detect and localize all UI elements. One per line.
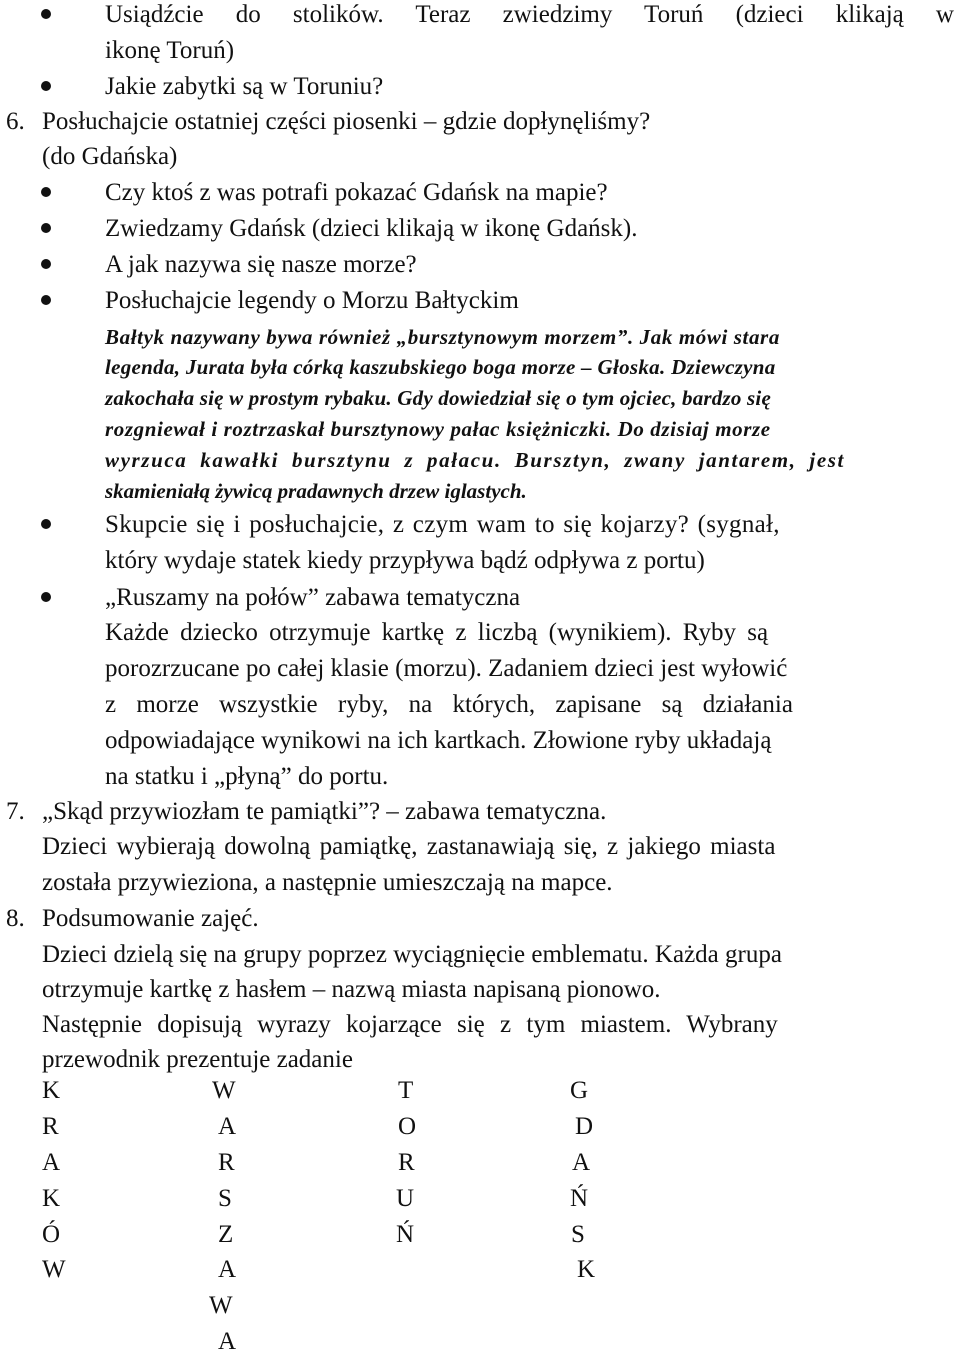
- legend-line: zakochała się w prostym rybaku. Gdy dowiedział się o tym ojciec, bardzo się: [105, 386, 771, 410]
- paragraph-line: otrzymuje kartkę z hasłem – nazwą miasta napisaną pionowo.: [42, 976, 661, 1003]
- bullet-item-continuation: ikonę Toruń): [105, 37, 235, 64]
- bullet-item: A jak nazywa się nasze morze?: [0, 247, 960, 283]
- bullet-icon: [41, 9, 51, 19]
- legend-line: wyrzuca kawałki bursztynu z pałacu. Bursztyn, zwany jantarem, jest: [105, 448, 845, 472]
- bullet-item: Jakie zabytki są w Toruniu?: [0, 69, 960, 105]
- legend-line: legenda, Jurata była córką kaszubskiego boga morze – Głoska. Dziewczyna: [105, 355, 776, 379]
- bullet-icon: [41, 259, 51, 269]
- legend-line: rozgniewał i roztrzaskał bursztynowy pałac księżniczki. Do dzisiaj morze: [105, 417, 771, 441]
- bullet-item-continuation: który wydaje statek kiedy przypływa bądź odpływa z portu): [105, 547, 705, 574]
- section-7-heading: 7. „Skąd przywiozłam te pamiątki”? – zabawa tematyczna.: [6, 798, 607, 825]
- bullet-item: Zwiedzamy Gdańsk (dzieci klikają w ikonę Gdańsk).: [0, 211, 960, 247]
- legend-line: Bałtyk nazywany bywa również „bursztynowym morzem”. Jak mówi stara: [105, 325, 780, 349]
- paragraph-line: odpowiadające wynikowi na ich kartkach. Złowione ryby układają: [105, 727, 772, 754]
- bullet-icon: [41, 295, 51, 305]
- paragraph-line: na statku i „płyną” do portu.: [105, 763, 389, 790]
- section-6-subtitle: (do Gdańska): [42, 143, 178, 170]
- bullet-item: [0, 0, 960, 33]
- bullet-item: „Ruszamy na połów” zabawa tematyczna: [0, 580, 960, 616]
- document-page: Usiądźcie do stolików. Teraz zwiedzimy Toruń (dzieci klikają w ikonę Toruń) Jakie zabytki są w Toruniu? 6. Posłuchajcie ostatniej części piosenki – gdzie dopłynęliśmy? (do Gdańska) Czy ktoś z was potrafi pokazać Gdańsk na mapie? Zwiedzamy Gdańsk (dzieci klikają w ikonę Gdańsk). A jak nazywa się nasze morze? Posłuchajcie legendy o Morzu Bałtyckim Bałtyk nazywany bywa również „bursztynowym morzem”. Jak mówi stara legenda, Jurata była córką kaszubskiego boga morze – Głoska. Dziewczyna zakochała się w prostym rybaku. Gdy dowiedział się o tym ojciec, bardzo się rozgniewał i roztrzaskał bursztynowy pałac księżniczki. Do dzisiaj morze wyrzuca kawałki bursztynu z pałacu. Bursztyn, zwany jantarem, jest skamieniałą żywicą pradawnych drzew iglastych. Skupcie się i posłuchajcie, z czym wam to się kojarzy? (sygnał, który wydaje statek kiedy przypływa bądź odpływa z portu) „Ruszamy na połów” zabawa tematyczna Każde dziecko otrzymuje kartkę z liczbą (wynikiem). Ryby są porozrzucane po całej klasie (morzu). Zadaniem dzieci jest wyłowić z morze wszystkie ryby, na których, zapisane są działania odpowiadające wynikowi na ich kartkach. Złowione ryby układają na statku i „płyną” do portu. 7. „Skąd przywiozłam te pamiątki”? – zabawa tematyczna. Dzieci wybierają dowolną pamiątkę, zastanawiają się, z jakiego miasta została przywieziona, a następnie umieszczają na mapce. 8. Podsumowanie zajęć. Dzieci dzielą się na grupy poprzez wyciągnięcie emblematu. Każda grupa otrzymuje kartkę z hasłem – nazwą miasta napisaną pionowo. Następnie dopisują wyrazy kojarzące się z tym miastem. Wybrany przewodnik prezentuje zadanie K R A K Ó W W A R S Z A W A T O R U Ń G D A Ń S K: [0, 0, 960, 1352]
- bullet-icon: [41, 592, 51, 602]
- bullet-item: Posłuchajcie legendy o Morzu Bałtyckim: [0, 283, 960, 319]
- paragraph-line: przewodnik prezentuje zadanie: [42, 1046, 353, 1073]
- bullet-item: Czy ktoś z was potrafi pokazać Gdańsk na mapie?: [0, 175, 960, 211]
- paragraph-line: Dzieci wybierają dowolną pamiątkę, zastanawiają się, z jakiego miasta: [42, 833, 776, 860]
- paragraph-line: z morze wszystkie ryby, na których, zapisane są działania: [105, 691, 793, 718]
- bullet-icon: [41, 81, 51, 91]
- legend-line: skamieniałą żywicą pradawnych drzew iglastych.: [105, 479, 527, 503]
- justified-line: Usiądźcie do stolików. Teraz zwiedzimy Toruń (dzieci klikają w: [105, 1, 954, 28]
- bullet-item: Skupcie się i posłuchajcie, z czym wam to się kojarzy? (sygnał,: [0, 507, 960, 543]
- bullet-icon: [41, 223, 51, 233]
- section-6-heading: 6. Posłuchajcie ostatniej części piosenki – gdzie dopłynęliśmy?: [6, 108, 651, 135]
- bullet-icon: [41, 519, 51, 529]
- paragraph-line: Każde dziecko otrzymuje kartkę z liczbą (wynikiem). Ryby są: [105, 619, 769, 646]
- paragraph-line: została przywieziona, a następnie umieszczają na mapce.: [42, 869, 613, 896]
- bullet-icon: [41, 187, 51, 197]
- paragraph-line: Następnie dopisują wyrazy kojarzące się z tym miastem. Wybrany: [42, 1011, 778, 1038]
- paragraph-line: porozrzucane po całej klasie (morzu). Zadaniem dzieci jest wyłowić: [105, 655, 788, 682]
- section-8-heading: 8. Podsumowanie zajęć.: [6, 905, 259, 932]
- paragraph-line: Dzieci dzielą się na grupy poprzez wyciągnięcie emblematu. Każda grupa: [42, 941, 782, 968]
